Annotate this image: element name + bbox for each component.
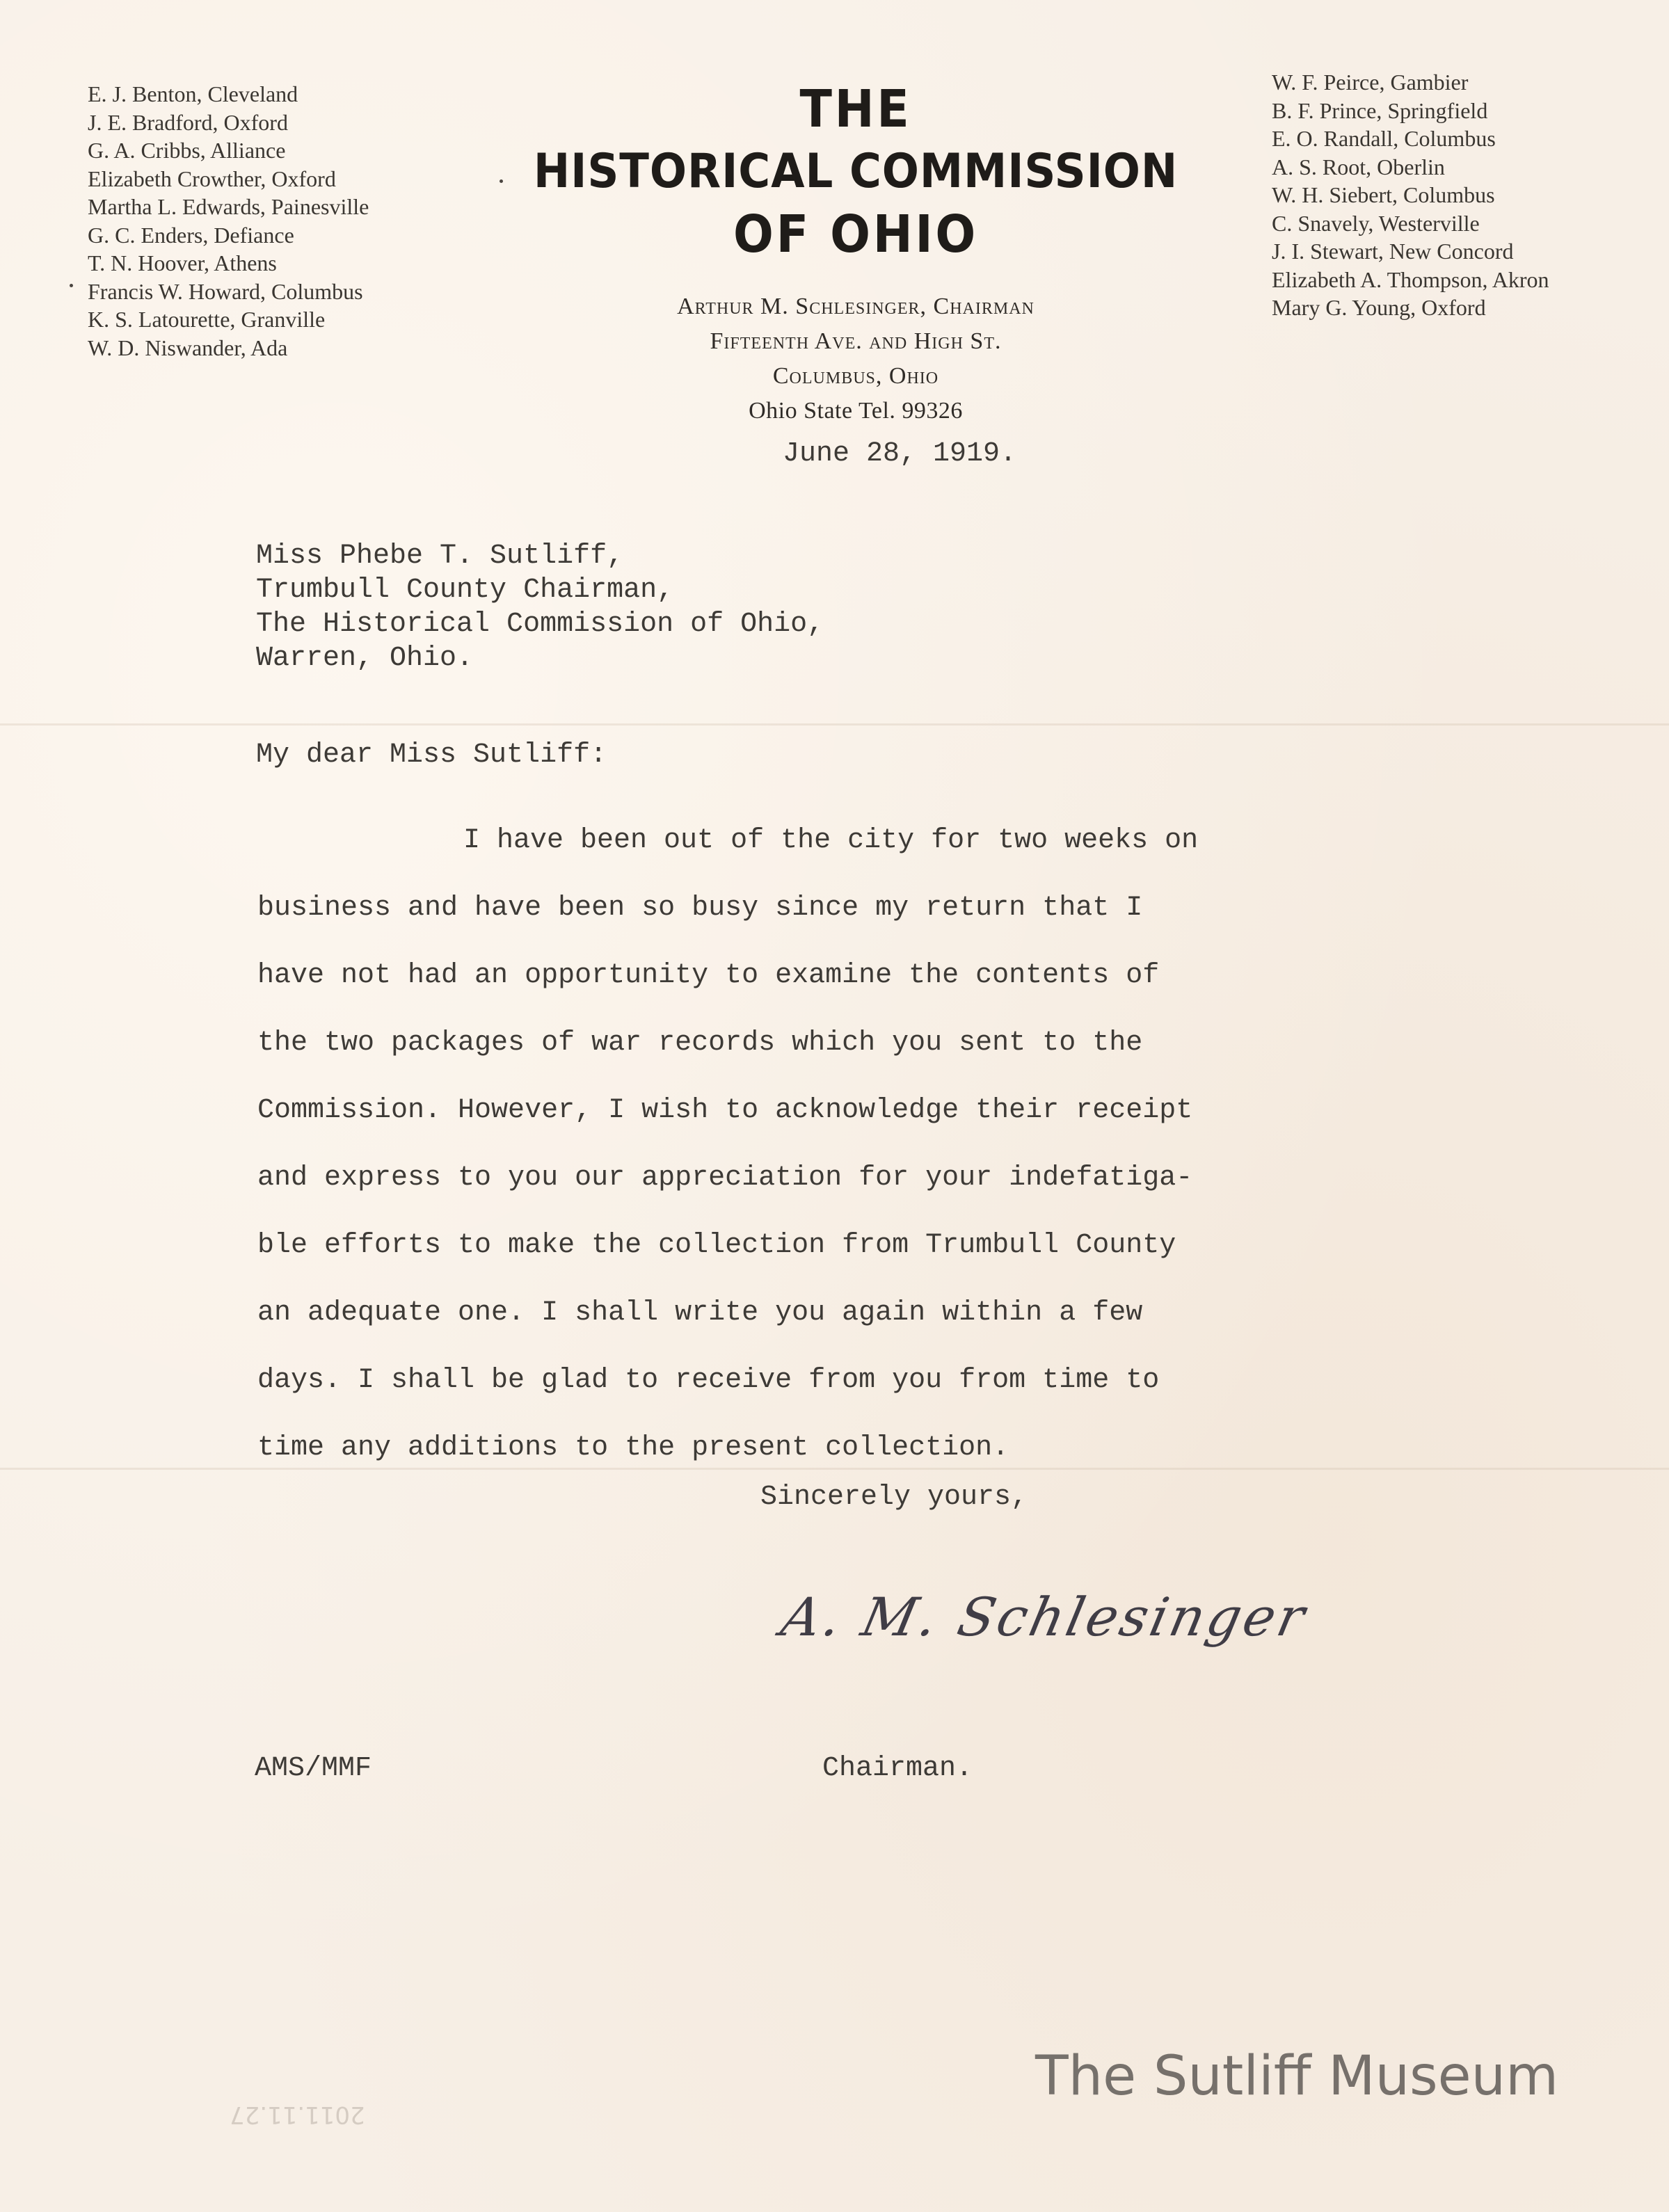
ink-dot: [500, 179, 503, 183]
member-name: T. N. Hoover, Athens: [88, 250, 277, 275]
letterhead-title-commission: HISTORICAL COMMISSION: [533, 144, 1179, 199]
member-name: W. H. Siebert, Columbus: [1272, 182, 1495, 207]
letterhead: [487, 78, 1224, 428]
body-line: Commission. However, I wish to acknowledge their receipt: [257, 1095, 1193, 1126]
salutation: My dear Miss Sutliff:: [256, 739, 607, 771]
member-name: K. S. Latourette, Granville: [88, 307, 326, 332]
signature-text: A. M. Schlesinger: [776, 1586, 1313, 1648]
member-name: C. Snavely, Westerville: [1272, 210, 1480, 236]
pencil-accession-note: 2011.11.27: [230, 2101, 365, 2129]
body-line: and express to you our appreciation for your indefatiga-: [257, 1162, 1193, 1194]
body-line: have not had an opportunity to examine the contents of: [257, 960, 1160, 991]
letterhead-title-ohio: OF OHIO: [733, 205, 978, 264]
body-line: business and have been so busy since my return that I: [257, 892, 1143, 924]
handwritten-signature: [776, 1579, 1313, 1704]
letter-body: [257, 807, 1426, 1482]
member-name: E. O. Randall, Columbus: [1272, 126, 1496, 151]
member-name: J. E. Bradford, Oxford: [88, 109, 288, 135]
member-name: W. F. Peirce, Gambier: [1272, 70, 1469, 95]
closing: Sincerely yours,: [760, 1482, 1028, 1513]
members-list-right: [1272, 68, 1661, 322]
body-line: the two packages of war records which you sent to the: [257, 1027, 1143, 1059]
member-name: E. J. Benton, Cleveland: [88, 81, 298, 106]
address-line: Warren, Ohio.: [256, 643, 474, 674]
ink-dot: [70, 284, 73, 287]
member-name: W. D. Niswander, Ada: [88, 335, 288, 360]
member-name: Elizabeth Crowther, Oxford: [88, 166, 336, 191]
signer-title: Chairman.: [822, 1753, 973, 1784]
letter-date: June 28, 1919.: [783, 438, 1017, 470]
body-line: an adequate one. I shall write you again within a few: [257, 1297, 1143, 1329]
address-line: The Historical Commission of Ohio,: [256, 609, 824, 640]
letterhead-chairman: Arthur M. Schlesinger, Chairman: [677, 294, 1035, 319]
member-name: G. A. Cribbs, Alliance: [88, 138, 286, 163]
letterhead-city: Columbus, Ohio: [772, 363, 939, 389]
member-name: Elizabeth A. Thompson, Akron: [1272, 266, 1549, 292]
body-line: ble efforts to make the collection from Trumbull County: [257, 1230, 1176, 1261]
recipient-address: [256, 539, 824, 675]
fold-line: [0, 723, 1669, 726]
address-line: Trumbull County Chairman,: [256, 575, 674, 606]
member-name: A. S. Root, Oberlin: [1272, 154, 1445, 179]
member-name: Martha L. Edwards, Painesville: [88, 194, 369, 219]
members-list-left: [88, 80, 519, 362]
member-name: J. I. Stewart, New Concord: [1272, 239, 1514, 264]
museum-watermark: The Sutliff Museum: [1035, 2045, 1559, 2108]
body-line: time any additions to the present collection.: [257, 1432, 1009, 1464]
member-name: B. F. Prince, Springfield: [1272, 97, 1488, 123]
letterhead-telephone: Ohio State Tel. 99326: [749, 398, 963, 424]
address-line: Miss Phebe T. Sutliff,: [256, 540, 624, 572]
body-line: I have been out of the city for two weeks on: [463, 825, 1199, 856]
body-line: days. I shall be glad to receive from you from time to: [257, 1365, 1160, 1396]
letterhead-street: Fifteenth Ave. and High St.: [710, 328, 1002, 354]
typist-initials: AMS/MMF: [255, 1753, 372, 1784]
member-name: Mary G. Young, Oxford: [1272, 295, 1486, 320]
member-name: Francis W. Howard, Columbus: [88, 278, 363, 304]
letterhead-title-the: THE: [799, 79, 912, 139]
member-name: G. C. Enders, Defiance: [88, 222, 294, 248]
